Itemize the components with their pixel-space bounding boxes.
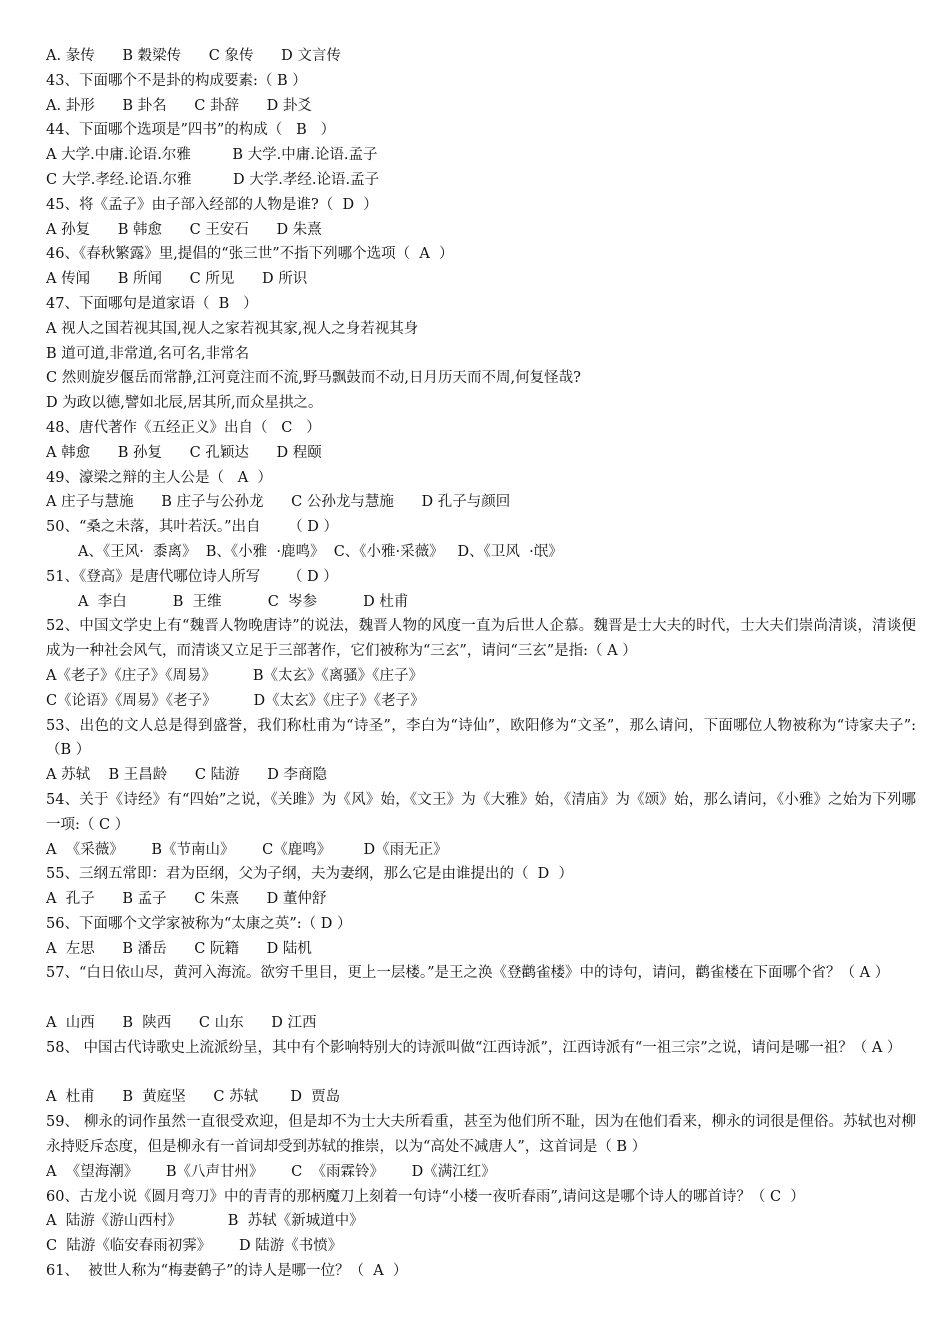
question-56: 56、下面哪个文学家被称为“太康之英”:（ D ） xyxy=(46,915,352,932)
option-line: A 庄子与慧施 B 庄子与公孙龙 C 公孙龙与慧施 D 孔子与颜回 xyxy=(46,494,511,511)
option-line: A 苏轼 B 王昌龄 C 陆游 D 李商隐 xyxy=(46,767,328,784)
question-52: 52、中国文学史上有“魏晋人物晚唐诗”的说法，魏晋人物的风度一直为后世人企慕。魏晋是士大夫的时代，士大夫们崇尚清谈，清谈便成为一种社会风气，而清谈又立足于三部著作，它们被称为“三玄”，请问“三玄”是指:（ A ） xyxy=(46,618,916,660)
option-line: A. 彖传 B 穀梁传 C 象传 D 文言传 xyxy=(46,48,341,64)
option-line: A 杜甫 B 黄庭坚 C 苏轼 D 贾岛 xyxy=(46,1089,341,1106)
question-59: 59、 柳永的词作虽然一直很受欢迎，但是却不为士大夫所看重，甚至为他们所不耻，因为在他们看来，柳永的词很是俚俗。苏轼也对柳永持贬斥态度，但是柳永有一首词却受到苏轼的推崇，以为“高处不减唐人”，这首词是（ B ） xyxy=(46,1114,916,1156)
option-line: A 《采薇》 B《节南山》 C《鹿鸣》 D《雨无正》 xyxy=(46,841,448,858)
option-line: A 山西 B 陕西 C 山东 D 江西 xyxy=(46,1015,317,1032)
option-line: B 道可道,非常道,名可名,非常名 xyxy=(46,345,250,362)
question-53: 53、出色的文人总是得到盛誉，我们称杜甫为“诗圣”，李白为“诗仙”，欧阳修为“文圣”，那么请问，下面哪位人物被称为“诗家夫子”:（B ） xyxy=(46,717,916,759)
option-line: C 然则旋岁偃岳而常静,江河竟注而不流,野马飘鼓而不动,日月历天而不周,何复怪哉? xyxy=(46,370,581,387)
option-line: A 《望海潮》 B《八声甘州》 C 《雨霖铃》 D《满江红》 xyxy=(46,1163,496,1180)
option-line: A 孔子 B 孟子 C 朱熹 D 董仲舒 xyxy=(46,891,327,908)
question-48: 48、唐代著作《五经正义》出自（ C ） xyxy=(46,419,321,436)
question-47: 47、下面哪句是道家语（ B ） xyxy=(46,295,258,312)
option-line: A 传闻 B 所闻 C 所见 D 所识 xyxy=(46,271,308,288)
option-line: C《论语》《周易》《老子》 D《太玄》《庄子》《老子》 xyxy=(46,692,425,709)
option-line: A 视人之国若视其国,视人之家若视其家,视人之身若视其身 xyxy=(46,320,419,337)
question-44: 44、下面哪个选项是”四书”的构成（ B ） xyxy=(46,122,336,139)
question-57: 57、“白日依山尽，黄河入海流。欲穷千里目，更上一层楼。”是王之涣《登鹳雀楼》中的诗句，请问，鹳雀楼在下面哪个省？（ A ） xyxy=(46,965,890,982)
option-line: A 韩愈 B 孙复 C 孔颖达 D 程颐 xyxy=(46,444,322,461)
question-60: 60、古龙小说《圆月弯刀》中的青青的那柄魔刀上刻着一句诗“小楼一夜听春雨”,请问这是哪个诗人的哪首诗？（ C ） xyxy=(46,1188,805,1205)
question-49: 49、濠梁之辩的主人公是（ A ） xyxy=(46,469,272,486)
option-line: D 为政以德,譬如北辰,居其所,而众星拱之。 xyxy=(46,395,323,412)
option-line: A 李白 B 王维 C 岑参 D 杜甫 xyxy=(78,593,409,610)
document-page xyxy=(46,44,916,1284)
option-line: C 陆游《临安春雨初霁》 D 陆游《书愤》 xyxy=(46,1238,343,1255)
question-50: 50、“桑之未落，其叶若沃。”出自 （ D ） xyxy=(46,519,339,536)
question-55: 55、三纲五常即：君为臣纲，父为子纲，夫为妻纲，那么它是由谁提出的（ D ） xyxy=(46,866,574,883)
question-61: 61、 被世人称为“梅妻鹤子”的诗人是哪一位？（ A ） xyxy=(46,1263,408,1280)
option-line: A、《王风· 黍离》 B、《小雅 ·鹿鸣》 C、《小雅·采薇》 D、《卫风 ·氓》 xyxy=(78,543,563,560)
question-43: 43、下面哪个不是卦的构成要素:（ B ） xyxy=(46,72,307,89)
question-45: 45、将《孟子》由子部入经部的人物是谁?（ D ） xyxy=(46,196,378,213)
question-58: 58、 中国古代诗歌史上流派纷呈，其中有个影响特别大的诗派叫做“江西诗派”，江西诗派有“一祖三宗”之说，请问是哪一祖？（ A ） xyxy=(46,1039,902,1056)
option-line: A. 卦形 B 卦名 C 卦辞 D 卦爻 xyxy=(46,97,312,114)
question-54: 54、关于《诗经》有“四始”之说，《关雎》为《风》始，《文王》为《大雅》始，《清庙》为《颂》始，那么请问，《小雅》之始为下列哪一项:（ C ） xyxy=(46,791,916,833)
option-line: A 大学.中庸.论语.尔雅 B 大学.中庸.论语.孟子 xyxy=(46,147,378,164)
option-line: A《老子》《庄子》《周易》 B《太玄》《离骚》《庄子》 xyxy=(46,667,423,684)
option-line: C 大学.孝经.论语.尔雅 D 大学.孝经.论语.孟子 xyxy=(46,171,380,188)
option-line: A 左思 B 潘岳 C 阮籍 D 陆机 xyxy=(46,940,312,957)
question-46: 46、《春秋繁露》里,提倡的“张三世”不指下列哪个选项（ A ） xyxy=(46,246,454,263)
question-51: 51、《登高》是唐代哪位诗人所写 （ D ） xyxy=(46,568,338,585)
option-line: A 陆游《游山西村》 B 苏轼《新城道中》 xyxy=(46,1213,364,1230)
option-line: A 孙复 B 韩愈 C 王安石 D 朱熹 xyxy=(46,221,322,238)
